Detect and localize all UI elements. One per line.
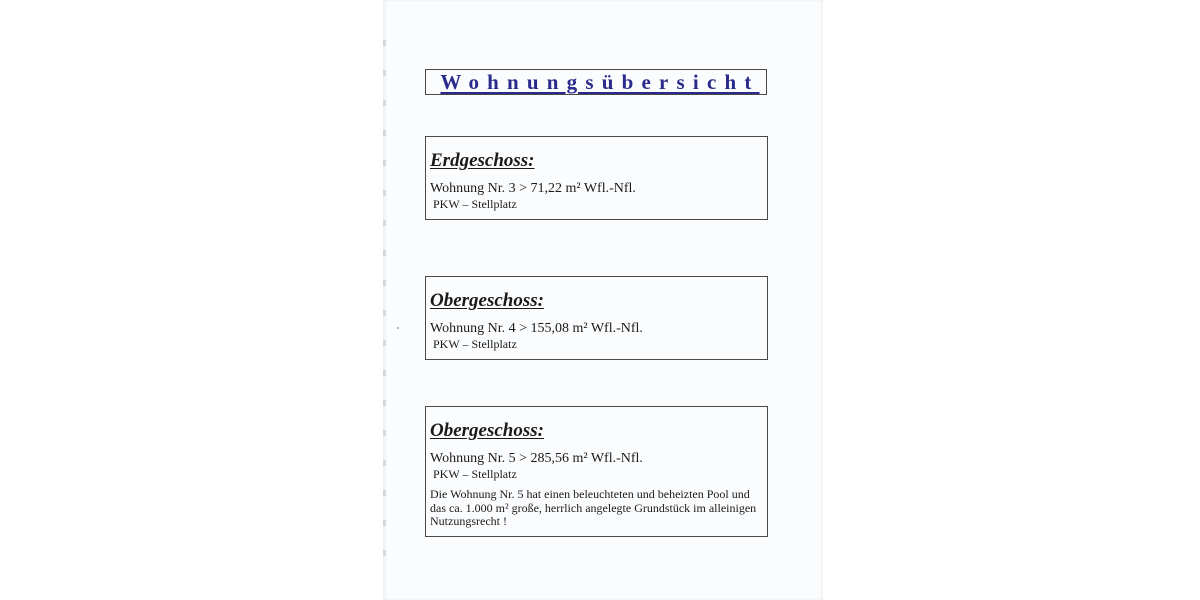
binding-hole [383, 370, 386, 376]
binding-hole [383, 520, 386, 526]
floor-section-ground [425, 136, 768, 220]
binding-hole [383, 550, 386, 556]
binding-hole [383, 400, 386, 406]
scan-speck [397, 327, 399, 329]
page-title: Wohnungsübersicht [440, 70, 760, 94]
apartment-line: Wohnung Nr. 3 > 71,22 m² Wfl.-Nfl. [430, 181, 636, 196]
binding-hole [383, 250, 386, 256]
binding-hole [383, 340, 386, 346]
title-box [425, 69, 767, 95]
apartment-line: Wohnung Nr. 5 > 285,56 m² Wfl.-Nfl. [430, 451, 643, 466]
pool-note: Die Wohnung Nr. 5 hat einen beleuchteten und beheizten Pool und das ca. 1.000 m² große, herrlich angelegte Grundstück im alleinigen Nutzungsrecht ! [430, 487, 757, 528]
parking-line: PKW – Stellplatz [433, 337, 517, 351]
binding-hole [383, 100, 386, 106]
binding-hole [383, 490, 386, 496]
binding-hole [383, 40, 386, 46]
binding-hole [383, 280, 386, 286]
apartment-line: Wohnung Nr. 4 > 155,08 m² Wfl.-Nfl. [430, 321, 643, 336]
binding-hole [383, 430, 386, 436]
binding-hole [383, 190, 386, 196]
section-heading: Obergeschoss: [430, 290, 544, 311]
binding-hole [383, 220, 386, 226]
binding-hole [383, 70, 386, 76]
binding-edge [383, 0, 387, 600]
floor-section-upper-2 [425, 406, 768, 537]
binding-hole [383, 160, 386, 166]
parking-line: PKW – Stellplatz [433, 467, 517, 481]
binding-hole [383, 130, 386, 136]
section-heading: Obergeschoss: [430, 420, 544, 441]
binding-hole [383, 460, 386, 466]
section-heading: Erdgeschoss: [430, 150, 535, 171]
binding-hole [383, 310, 386, 316]
parking-line: PKW – Stellplatz [433, 197, 517, 211]
floor-section-upper-1 [425, 276, 768, 360]
